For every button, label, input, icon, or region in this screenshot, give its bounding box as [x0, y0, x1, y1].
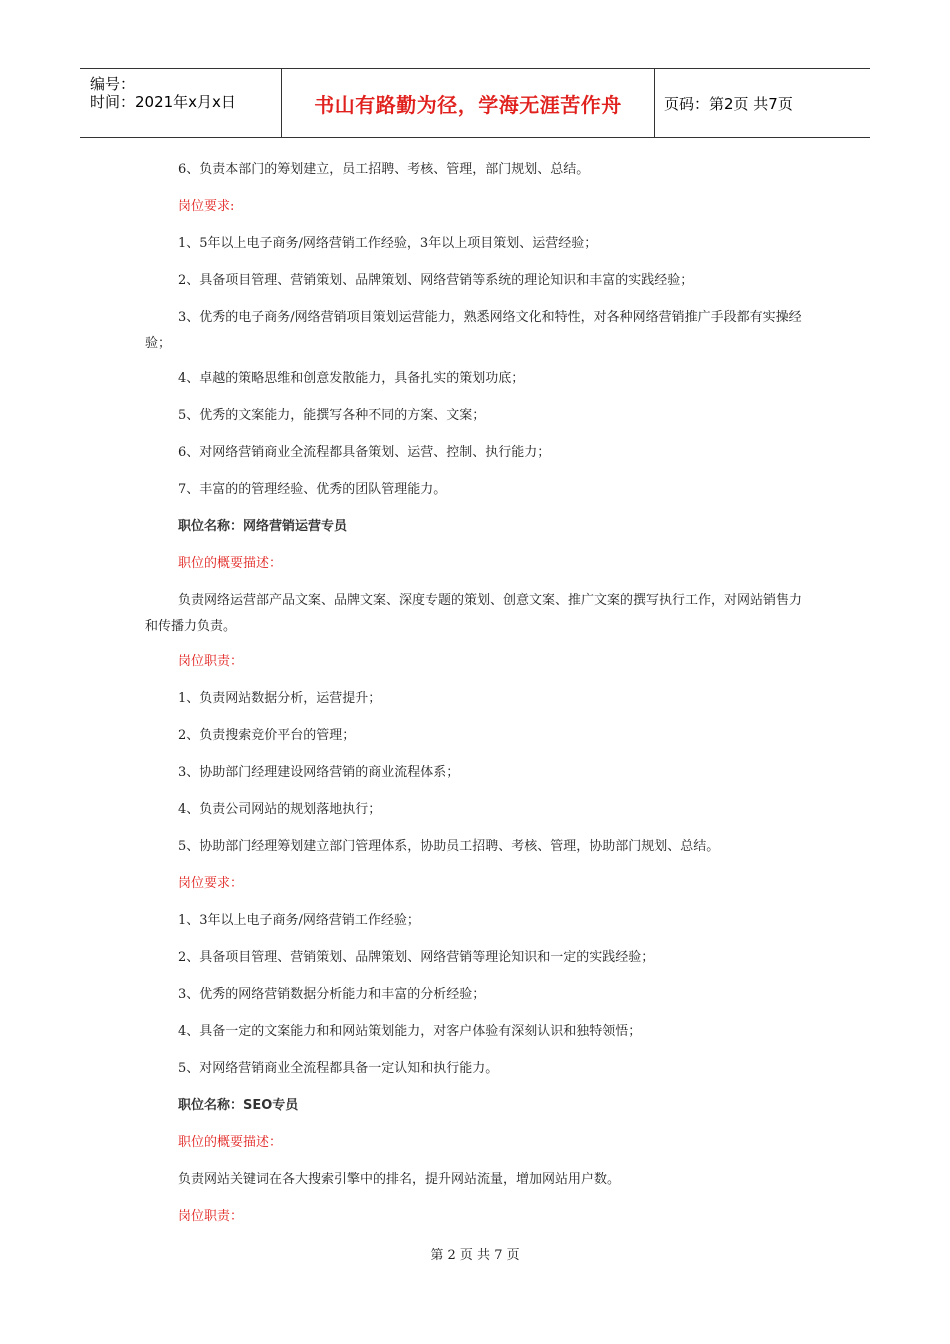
duty-item: 4、负责公司网站的规划落地执行； — [178, 802, 382, 817]
duty-item: 3、协助部门经理建设网络营销的商业流程体系； — [178, 765, 460, 780]
header-page-cell — [654, 69, 870, 137]
requirement-item: 4、卓越的策略思维和创意发散能力，具备扎实的策划功底； — [178, 371, 525, 386]
requirement-item: 6、对网络营销商业全流程都具备策划、运营、控制、执行能力； — [178, 445, 551, 460]
requirement-item: 2、具备项目管理、营销策划、品牌策划、网络营销等理论知识和一定的实践经验； — [178, 950, 655, 965]
requirement-item: 1、3年以上电子商务/网络营销工作经验； — [178, 913, 420, 928]
requirement-item: 5、对网络营销商业全流程都具备一定认知和执行能力。 — [178, 1061, 499, 1076]
requirement-item: 1、5年以上电子商务/网络营销工作经验，3年以上项目策划、运营经验； — [178, 236, 598, 251]
job-title-heading: 职位名称：网络营销运营专员 — [178, 519, 348, 534]
job-summary: 负责网络运营部产品文案、品牌文案、深度专题的策划、创意文案、推广文案的撰写执行工作，对网站销售力和传播力负责。 — [145, 593, 803, 634]
requirement-item: 3、优秀的网络营销数据分析能力和丰富的分析经验； — [178, 987, 486, 1002]
document-date: 时间：2021年x月x日 — [90, 93, 236, 111]
job-title-heading: 职位名称：SEO专员 — [178, 1098, 299, 1113]
duty-item: 2、负责搜索竞价平台的管理； — [178, 728, 356, 743]
duty-item: 5、协助部门经理筹划建立部门管理体系，协助员工招聘、考核、管理，协助部门规划、总结。 — [178, 839, 720, 854]
requirement-item: 3、优秀的电子商务/网络营销项目策划运营能力，熟悉网络文化和特性，对各种网络营销推广手段都有实操经验； — [145, 310, 802, 351]
page-header — [80, 68, 870, 138]
header-page-info: 页码：第2页 共7页 — [664, 94, 793, 113]
header-motto-cell — [281, 69, 655, 137]
section-heading-requirements: 岗位要求： — [178, 876, 244, 891]
section-heading-summary: 职位的概要描述： — [178, 556, 283, 571]
section-heading-requirements: 岗位要求: — [178, 199, 235, 214]
header-motto: 书山有路勤为径，学海无涯苦作舟 — [314, 92, 622, 117]
duty-item: 6、负责本部门的筹划建立，员工招聘、考核、管理，部门规划、总结。 — [178, 162, 590, 177]
section-heading-summary: 职位的概要描述： — [178, 1135, 283, 1150]
duty-item: 1、负责网站数据分析，运营提升； — [178, 691, 382, 706]
requirement-item: 4、具备一定的文案能力和和网站策划能力，对客户体验有深刻认识和独特领悟； — [178, 1024, 642, 1039]
section-heading-duties: 岗位职责： — [178, 1209, 244, 1224]
header-meta — [80, 69, 280, 137]
document-number-label: 编号： — [90, 75, 136, 93]
requirement-item: 5、优秀的文案能力，能撰写各种不同的方案、文案； — [178, 408, 486, 423]
job-summary: 负责网站关键词在各大搜索引擎中的排名，提升网站流量，增加网站用户数。 — [178, 1172, 621, 1187]
requirement-item: 2、具备项目管理、营销策划、品牌策划、网络营销等系统的理论知识和丰富的实践经验； — [178, 273, 694, 288]
section-heading-duties: 岗位职责： — [178, 654, 244, 669]
page-footer: 第 2 页 共 7 页 — [430, 1248, 520, 1263]
requirement-item: 7、丰富的的管理经验、优秀的团队管理能力。 — [178, 482, 447, 497]
